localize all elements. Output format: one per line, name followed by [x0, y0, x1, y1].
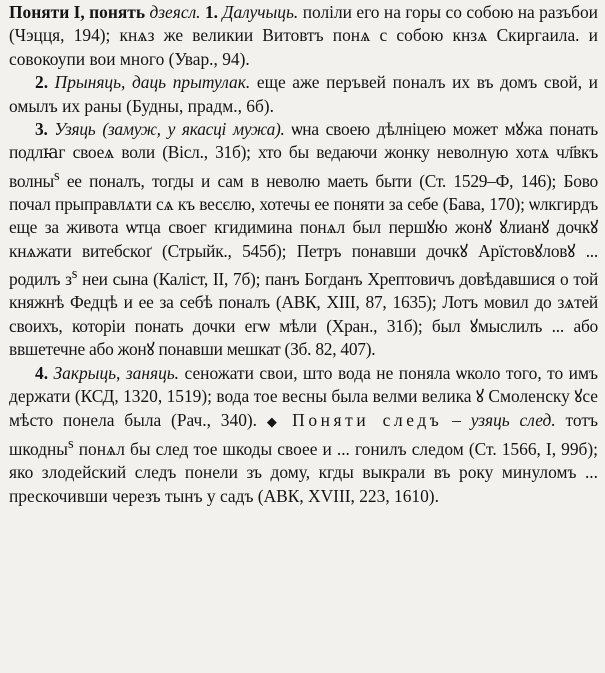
phrase-text-a: тотъ шкодны: [9, 409, 598, 459]
phrase-definition: узяць след.: [470, 409, 556, 430]
superscript-mark: s: [71, 266, 78, 283]
sense-text-2: еще аже перъвей поналъ их въ домъ свой, и омылъ их раны (Будны, прадм., 6б).: [9, 72, 598, 116]
entry-sense-2: [9, 71, 598, 118]
sense-text-3c: неи сына (Каліст, II, 7б); панъ Богданъ Хрептовичъ довѣдавшися о той княжнѣ Федцѣ и ее за себѣ поналъ (АВК, XIII, 87, 1635); Лотъ мовил до зѧтей своихъ, которіи понать дочки егѡ мѣли (Хран., 31б); был ꙋмыслилъ ... або ввшетечне або жонꙋ понавши мешкат (Зб. 82, 407).: [9, 269, 598, 360]
phrase-diamond-icon: ◆: [266, 413, 283, 429]
sense-number-4: 4.: [35, 362, 49, 383]
sense-text-1: поліли его на горы со собою на разъбои (Чэцця, 194); кнѧз же великии Витовтъ понѧ с собою кнзѧ Скиргаила. и совокоупи вои много (Увар., 94).: [9, 2, 598, 69]
headword: Поняти I, понять: [9, 2, 146, 22]
phrase-dash: –: [452, 409, 461, 430]
entry-sense-1: [9, 1, 598, 71]
sense-number-3: 3.: [35, 119, 48, 140]
sense-number-2: 2.: [35, 72, 49, 93]
sense-definition-1: Далучыць.: [222, 2, 299, 22]
sense-text-3a: ѡна своею дѣлніцею может мꙋжа понать подлꙗг своеѧ воли (Вісл., 31б); хто бы ведаючи жонку неволную хотѧ чл҃вкъ волны: [9, 119, 598, 191]
superscript-mark: s: [68, 435, 74, 452]
entry-sense-4: [9, 362, 598, 508]
sense-definition-2: Прыняць, даць прытулак.: [54, 72, 251, 93]
sense-number-1: 1.: [204, 2, 218, 22]
superscript-mark: s: [53, 167, 60, 184]
sense-definition-3: Узяць (замуж, у якасці мужа).: [54, 119, 285, 140]
sense-text-4: сеножати свои, што вода не поняла ѡколо того, то имъ держати (КСД, 1320, 1519); вода тое весны была велми велика ꙋ Смоленску ꙋсе мѣсто понела была (Рач., 340).: [9, 362, 598, 430]
phrase-label: Поняти следъ: [292, 409, 443, 430]
entry-sense-3: [9, 118, 598, 362]
grammar-label: дзеясл.: [149, 2, 201, 22]
sense-text-3b: ее поналъ, тогды и сам в неволю маеть быти (Ст. 1529–Ф, 146); Бово почал прыправлѧти сѧ къ весєлю, хотечы ее поняти за себе (Бава, 170); ѡлкгирдъ еще за живота ѡтца своег кгидимина понѧл был першꙋю жонꙋ ꙋлианꙋ дочкꙋ кнѧжати витебскоґ (Стрыйк., 545б); Петръ понавши дочкꙋ Арїстовꙋловꙋ ... родилъ з: [9, 170, 598, 290]
sense-definition-4: Закрыць, заняць.: [53, 362, 180, 383]
phrase-text-b: понѧл бы след тое шкоды своее и ... гонилъ следом (Ст. 1566, I, 99б); яко злодейский следъ понели зъ дому, кгды выкрали въ року минуломъ ... прескочивши черезъ тынъ у садъ (АВК, XVIII, 223, 1610).: [9, 438, 598, 506]
